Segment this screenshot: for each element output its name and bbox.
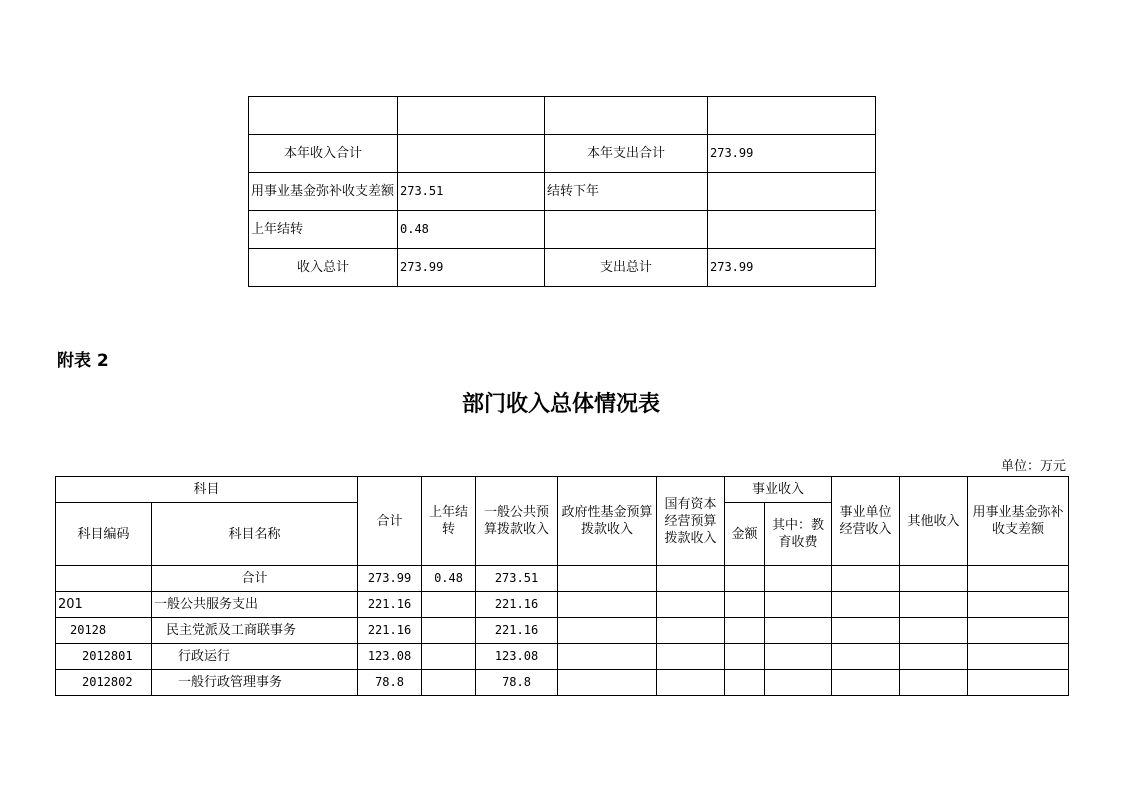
total-value: 123.08 — [358, 644, 422, 670]
empty-cell — [558, 566, 657, 592]
header-edu-fee: 其中：教育收费 — [765, 503, 832, 566]
empty-cell — [832, 566, 900, 592]
subject-code: 20128 — [56, 618, 152, 644]
subject-name: 一般公共服务支出 — [152, 592, 358, 618]
summary-value: 273.99 — [398, 249, 545, 287]
empty-cell — [657, 618, 725, 644]
header-subject-name: 科目名称 — [152, 503, 358, 566]
general-value: 123.08 — [476, 644, 558, 670]
carryover-value: 0.48 — [422, 566, 476, 592]
subject-name: 一般行政管理事务 — [152, 670, 358, 696]
table-row — [249, 135, 876, 173]
empty-cell — [725, 670, 765, 696]
unit-label: 单位：万元 — [1000, 459, 1066, 474]
empty-cell — [832, 670, 900, 696]
summary-table — [248, 96, 876, 287]
table-row — [56, 644, 1069, 670]
general-value: 78.8 — [476, 670, 558, 696]
table-row — [249, 249, 876, 287]
empty-cell — [558, 670, 657, 696]
carryover-value — [422, 618, 476, 644]
header-general-budget: 一般公共预算拨款收入 — [476, 477, 558, 566]
empty-cell — [765, 566, 832, 592]
header-carryover: 上年结转 — [422, 477, 476, 566]
summary-label — [545, 211, 708, 249]
summary-label: 上年结转 — [249, 211, 398, 249]
header-other-income: 其他收入 — [900, 477, 968, 566]
summary-value — [398, 135, 545, 173]
header-amount: 金额 — [725, 503, 765, 566]
summary-cell — [398, 97, 545, 135]
summary-label: 结转下年 — [545, 173, 708, 211]
income-table — [55, 476, 1069, 696]
subject-name: 合计 — [152, 566, 358, 592]
summary-label: 收入总计 — [249, 249, 398, 287]
header-subject: 科目 — [56, 477, 358, 503]
empty-cell — [657, 592, 725, 618]
table-row — [249, 173, 876, 211]
empty-cell — [558, 644, 657, 670]
summary-cell — [545, 97, 708, 135]
empty-cell — [968, 566, 1069, 592]
summary-label: 本年支出合计 — [545, 135, 708, 173]
empty-cell — [558, 592, 657, 618]
empty-cell — [657, 566, 725, 592]
total-value: 78.8 — [358, 670, 422, 696]
empty-cell — [765, 670, 832, 696]
empty-cell — [657, 670, 725, 696]
summary-value — [708, 173, 876, 211]
table-row — [56, 566, 1069, 592]
subject-code: 2012801 — [56, 644, 152, 670]
header-row — [56, 477, 1069, 503]
table-row — [56, 618, 1069, 644]
table-row — [249, 97, 876, 135]
subject-name: 行政运行 — [152, 644, 358, 670]
appendix-label: 附表 2 — [57, 351, 109, 371]
header-business-income: 事业收入 — [725, 477, 832, 503]
summary-value: 273.99 — [708, 249, 876, 287]
empty-cell — [968, 618, 1069, 644]
empty-cell — [725, 644, 765, 670]
header-state-capital: 国有资本经营预算拨款收入 — [657, 477, 725, 566]
summary-value: 0.48 — [398, 211, 545, 249]
empty-cell — [900, 670, 968, 696]
header-total: 合计 — [358, 477, 422, 566]
summary-value: 273.99 — [708, 135, 876, 173]
empty-cell — [968, 644, 1069, 670]
total-value: 221.16 — [358, 618, 422, 644]
subject-code — [56, 566, 152, 592]
empty-cell — [657, 644, 725, 670]
total-value: 221.16 — [358, 592, 422, 618]
summary-value: 273.51 — [398, 173, 545, 211]
empty-cell — [900, 618, 968, 644]
summary-cell — [708, 97, 876, 135]
summary-label: 用事业基金弥补收支差额 — [249, 173, 398, 211]
subject-code: 201 — [56, 592, 152, 618]
table-row — [56, 592, 1069, 618]
summary-cell — [249, 97, 398, 135]
summary-label: 支出总计 — [545, 249, 708, 287]
subject-code: 2012802 — [56, 670, 152, 696]
empty-cell — [900, 644, 968, 670]
empty-cell — [832, 618, 900, 644]
empty-cell — [558, 618, 657, 644]
empty-cell — [968, 592, 1069, 618]
table-row — [56, 670, 1069, 696]
general-value: 273.51 — [476, 566, 558, 592]
carryover-value — [422, 670, 476, 696]
empty-cell — [725, 592, 765, 618]
empty-cell — [900, 592, 968, 618]
carryover-value — [422, 592, 476, 618]
subject-name: 民主党派及工商联事务 — [152, 618, 358, 644]
carryover-value — [422, 644, 476, 670]
general-value: 221.16 — [476, 592, 558, 618]
empty-cell — [725, 566, 765, 592]
empty-cell — [900, 566, 968, 592]
summary-value — [708, 211, 876, 249]
empty-cell — [765, 618, 832, 644]
page-title: 部门收入总体情况表 — [461, 391, 660, 417]
empty-cell — [765, 644, 832, 670]
total-value: 273.99 — [358, 566, 422, 592]
header-operating-income: 事业单位经营收入 — [832, 477, 900, 566]
general-value: 221.16 — [476, 618, 558, 644]
table-row — [249, 211, 876, 249]
header-subject-code: 科目编码 — [56, 503, 152, 566]
empty-cell — [832, 592, 900, 618]
empty-cell — [832, 644, 900, 670]
header-fund-cover: 用事业基金弥补收支差额 — [968, 477, 1069, 566]
summary-label: 本年收入合计 — [249, 135, 398, 173]
empty-cell — [968, 670, 1069, 696]
empty-cell — [765, 592, 832, 618]
header-gov-fund: 政府性基金预算拨款收入 — [558, 477, 657, 566]
empty-cell — [725, 618, 765, 644]
